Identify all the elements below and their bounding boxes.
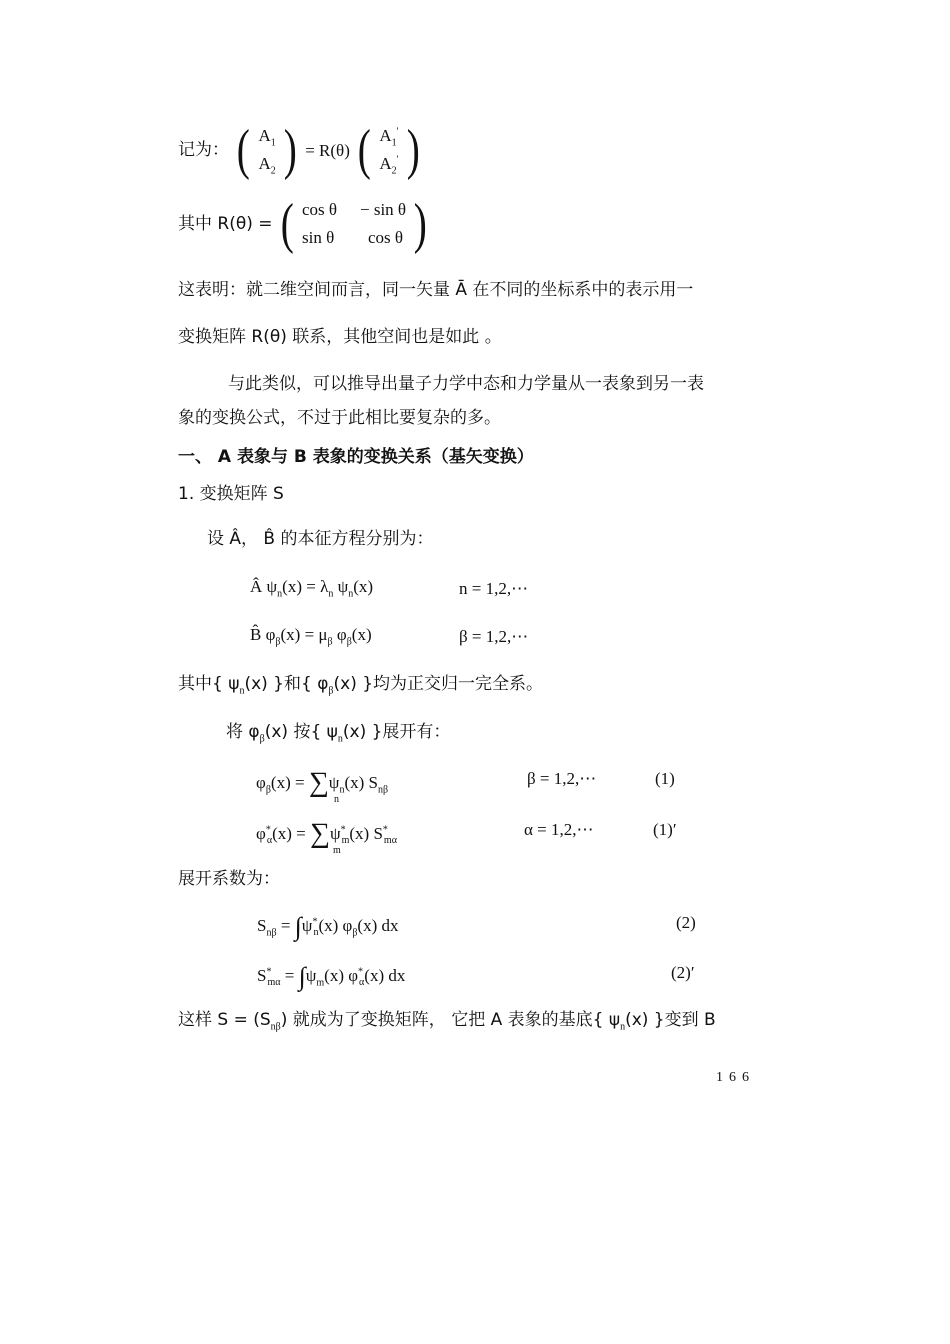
m12: − sin θ — [360, 200, 407, 219]
eq2-lhs: B̂ φ — [250, 625, 276, 644]
eq5-body3: (x) dx — [357, 916, 399, 935]
eq6-body2-sub: α — [359, 977, 365, 989]
eq5-body-sub: n — [313, 927, 319, 939]
prime-1: ' — [396, 126, 399, 138]
eigen-equation-A-condition: n = 1,2,⋯ — [459, 579, 529, 598]
eq6-body2: (x) φ — [324, 966, 359, 985]
eq4-sum-index: m — [333, 845, 341, 856]
eq4-condition: α = 1,2,⋯ — [524, 820, 594, 839]
paren-open: ( — [237, 119, 251, 181]
A1-sub: 1 — [270, 137, 276, 149]
eq6-number: (2)′ — [671, 963, 695, 982]
paragraph-complete-sets — [178, 674, 544, 697]
eq1-lhs-sub: n — [277, 588, 283, 600]
l8-a-sub: n — [239, 685, 245, 697]
eq4-number: (1)′ — [653, 820, 677, 839]
eq4-body: ψ — [329, 824, 341, 843]
eq5-body-sup: * — [312, 916, 318, 928]
eq3-body: ψ — [328, 773, 340, 792]
coefficient-equation-2-conjugate — [257, 960, 406, 991]
eq2-mid: (x) = μ — [280, 625, 328, 644]
eq4-lhs-sub: α — [266, 835, 273, 847]
eq4-lhs-sup: * — [265, 824, 271, 836]
paren-close-2: ) — [406, 119, 420, 181]
eq6-body: ψ — [305, 966, 317, 985]
integral-sign: ∫ — [294, 912, 302, 941]
label-jiwei: 记为： — [178, 139, 229, 160]
eq6-body2-sup: * — [358, 966, 364, 978]
eigen-equation-A — [250, 577, 374, 600]
eq6-body-sub: m — [316, 977, 325, 989]
coefficient-equation-2 — [257, 910, 399, 941]
eq4-eq: (x) = — [272, 824, 306, 843]
paragraph-expansion — [226, 722, 451, 745]
eq3-eq: (x) = — [270, 773, 305, 792]
equation-rotation — [178, 119, 423, 182]
label-R-theta: 其中 R(θ) = — [178, 213, 273, 234]
l8-a: 其中{ ψ — [178, 674, 240, 694]
column-vector-A — [258, 122, 275, 178]
m21: sin θ — [302, 228, 335, 247]
subsection-heading: 1. 变换矩阵 S — [178, 484, 284, 504]
eq4-body-sup: * — [340, 824, 346, 836]
eq2-end: (x) — [351, 625, 372, 644]
eq1-rhs-sub: n — [348, 588, 354, 600]
eq4-body2-sub: mα — [383, 835, 397, 847]
m22: cos θ — [368, 228, 404, 247]
l9-a: 将 φ — [226, 722, 260, 742]
integral-sign-2: ∫ — [298, 962, 306, 991]
l9-c: (x) }展开有： — [342, 722, 451, 742]
equals-R-theta: = R(θ) — [305, 140, 350, 160]
sum-sign-2: ∑ — [309, 818, 330, 849]
l11-c: (x) }变到 B — [625, 1010, 716, 1030]
eq4-body2-sup: * — [382, 824, 388, 836]
l11-a-sub: nβ — [270, 1021, 281, 1033]
paragraph-transformation-matrix — [178, 1010, 716, 1033]
page-number: 166 — [716, 1070, 755, 1085]
prime-2: ' — [396, 154, 399, 166]
matrix-paren-close: ) — [414, 193, 428, 255]
matrix-paren-open: ( — [280, 193, 294, 255]
eq5-body: ψ — [301, 916, 313, 935]
paragraph-eigen-intro: 设 Â， B̂ 的本征方程分别为： — [207, 529, 434, 549]
l9-b: (x) 按{ ψ — [264, 722, 338, 742]
eq3-sum-index: n — [334, 794, 339, 805]
eq3-lhs-sub: β — [265, 784, 271, 796]
eq1-mid: (x) = λ — [282, 577, 329, 596]
eq2-rhs-sub: β — [346, 636, 352, 648]
eq6-eq: = — [284, 966, 295, 985]
eq6-body3: (x) dx — [364, 966, 406, 985]
eq6-lhs: S — [257, 966, 267, 985]
l11-b: ) 就成为了变换矩阵， 它把 A 表象的基底{ ψ — [280, 1010, 621, 1030]
l8-c: (x) }均为正交归一完全系。 — [333, 674, 544, 694]
paragraph-line-4: 变换矩阵 R(θ) 联系，其他空间也是如此 。 — [178, 327, 502, 347]
paragraph-line-3: 这表明：就二维空间而言，同一矢量 Ā 在不同的坐标系中的表示用一 — [178, 280, 694, 300]
eq4-lhs: φ — [256, 824, 266, 843]
paragraph-line-6: 象的变换公式，不过于此相比要复杂的多。 — [178, 408, 501, 428]
l9-b-sub: n — [337, 733, 343, 745]
eq3-number: (1) — [655, 769, 675, 788]
eq2-lhs-sub: β — [275, 636, 281, 648]
eq5-lhs-sub: nβ — [266, 927, 277, 939]
eq5-body2: (x) φ — [318, 916, 353, 935]
expansion-equation-1-conjugate — [256, 817, 397, 849]
l9-a-sub: β — [259, 733, 265, 745]
A2-sub: 2 — [270, 165, 276, 177]
section-heading: 一、 A 表象与 B 表象的变换关系（基矢变换） — [178, 447, 534, 467]
eq6-lhs-sub: mα — [267, 977, 281, 989]
eq2-mid-sub: β — [327, 636, 333, 648]
eq5-number: (2) — [676, 913, 696, 932]
A2: A — [258, 154, 271, 173]
eigen-equation-B-condition: β = 1,2,⋯ — [459, 627, 529, 646]
eq4-body2: (x) S — [349, 824, 383, 843]
eq4-body-sub: m — [341, 835, 350, 847]
expansion-equation-1 — [256, 766, 389, 798]
m11: cos θ — [302, 200, 338, 219]
eq2-rhs: φ — [332, 625, 347, 644]
A1: A — [258, 126, 271, 145]
eq3-body-sub: n — [339, 784, 345, 796]
eq5-lhs: S — [257, 916, 267, 935]
eq5-body2-sub: β — [352, 927, 358, 939]
A1-prime: A — [379, 126, 392, 145]
column-vector-A-prime — [379, 122, 398, 178]
l8-b: (x) }和{ φ — [244, 674, 329, 694]
eq3-body2-sub: nβ — [377, 784, 389, 796]
paren-close: ) — [283, 119, 298, 181]
A2-prime-sub: 2 — [391, 165, 397, 177]
eq1-rhs: ψ — [333, 577, 349, 596]
eq3-condition: β = 1,2,⋯ — [527, 769, 597, 788]
eq6-lhs-sup: * — [266, 966, 272, 978]
paragraph-coefficients: 展开系数为： — [178, 869, 280, 889]
equation-rotation-matrix — [178, 193, 430, 256]
eigen-equation-B — [250, 625, 372, 648]
paragraph-line-5: 与此类似，可以推导出量子力学中态和力学量从一表象到另一表 — [228, 374, 704, 394]
paren-open-2: ( — [358, 119, 372, 181]
eq3-lhs: φ — [256, 773, 266, 792]
A1-prime-sub: 1 — [391, 137, 397, 149]
eq1-lhs: Â ψ — [250, 577, 278, 596]
eq5-eq: = — [280, 916, 291, 935]
A2-prime: A — [379, 154, 392, 173]
eq1-end: (x) — [353, 577, 374, 596]
rotation-matrix — [302, 196, 406, 252]
l11-b-sub: n — [620, 1021, 626, 1033]
l8-b-sub: β — [328, 685, 334, 697]
eq1-mid-sub: n — [328, 588, 334, 600]
eq3-body2: (x) S — [344, 773, 378, 792]
sum-sign: ∑ — [308, 767, 329, 798]
l11-a: 这样 S = (S — [178, 1010, 271, 1030]
